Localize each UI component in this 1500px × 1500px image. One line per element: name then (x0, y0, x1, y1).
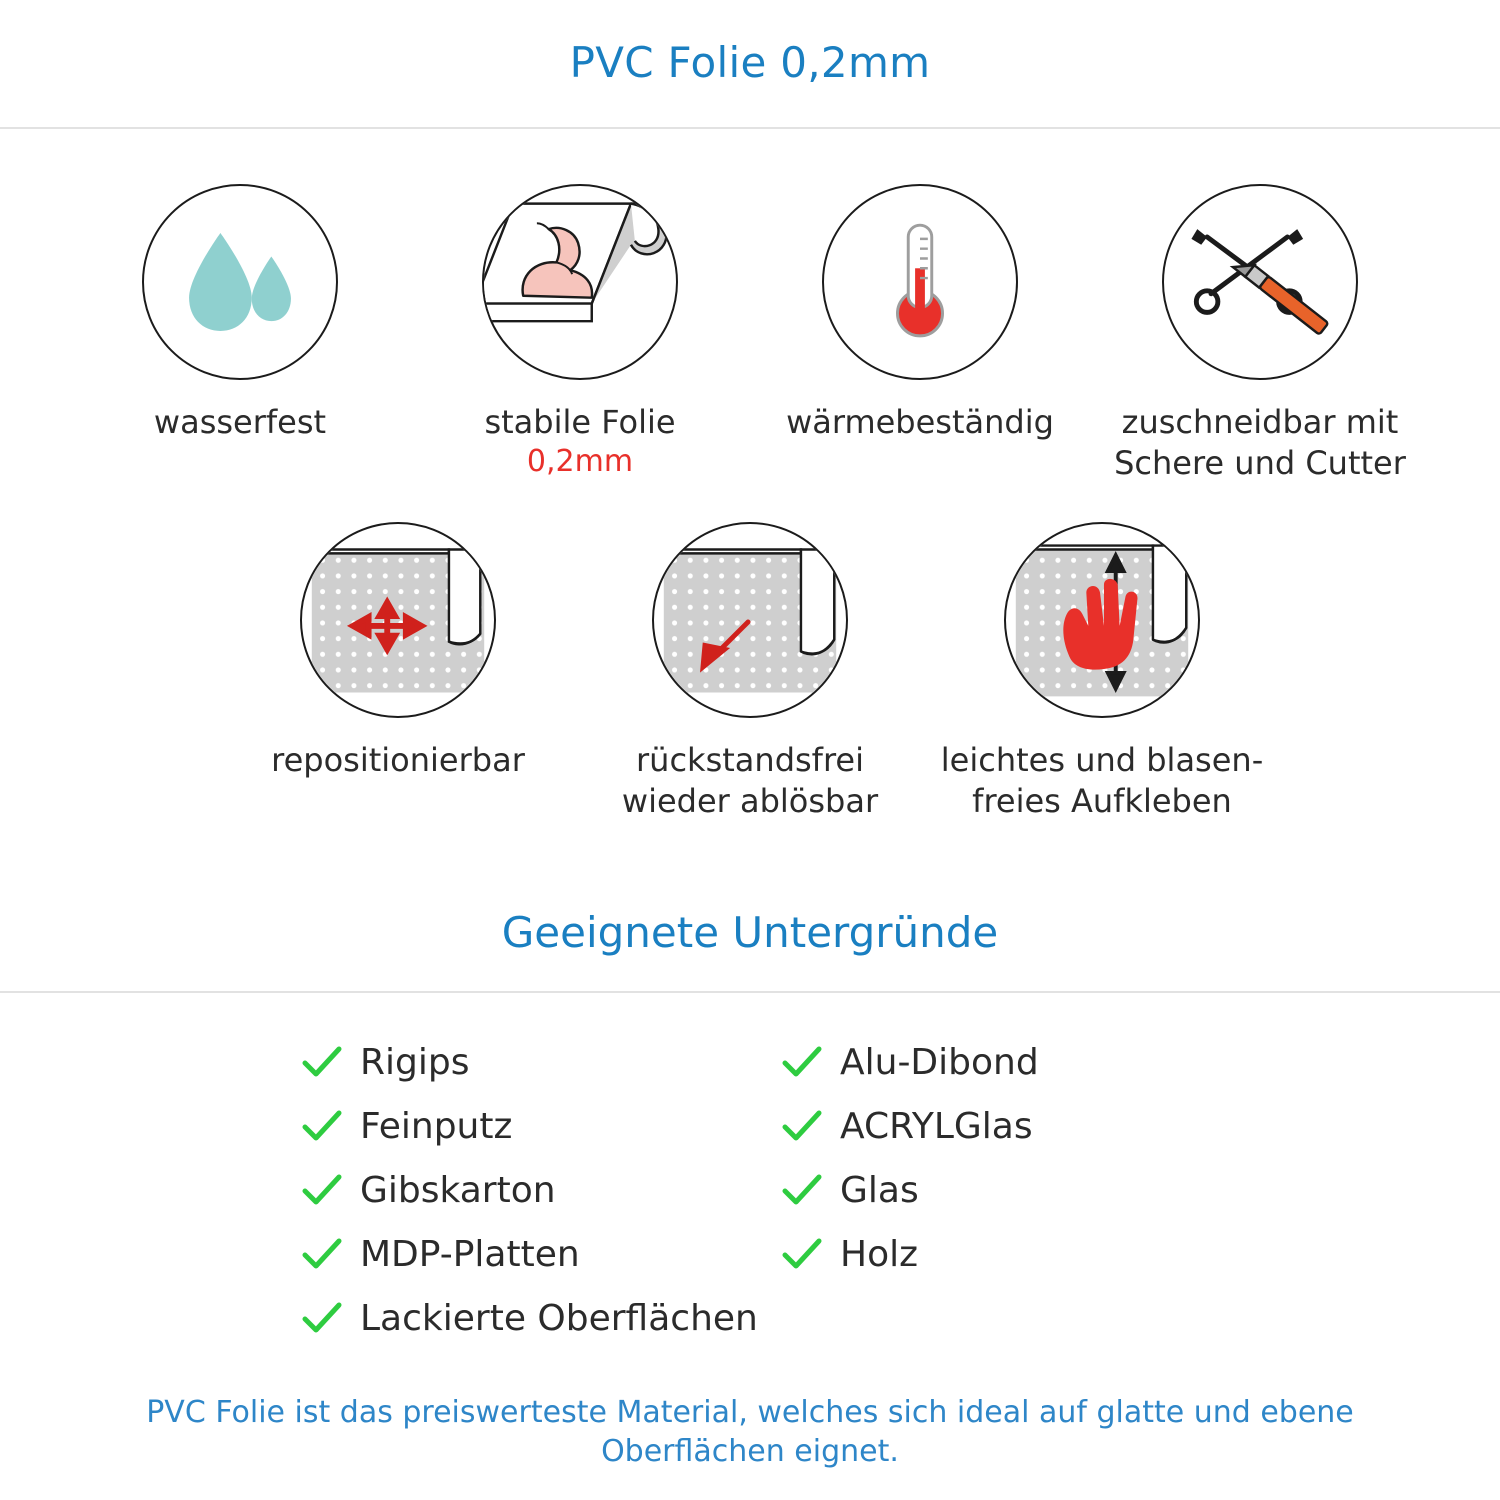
list-item (780, 1037, 1200, 1089)
check-icon (300, 1233, 344, 1277)
peel-off-icon (654, 524, 846, 716)
list-item-label: Lackierte Oberflächen (360, 1298, 758, 1340)
scissors-cutter-icon (1164, 186, 1356, 378)
feature-icon-circle (1162, 184, 1358, 380)
feature-icon-circle (1004, 522, 1200, 718)
water-drops-icon (144, 186, 336, 378)
feature-icon-circle (300, 522, 496, 718)
list-item-label: ACRYLGlas (840, 1106, 1033, 1148)
feature-label: repositionierbar (271, 740, 525, 779)
check-icon (300, 1169, 344, 1213)
feature-label: wärmebeständig (786, 403, 1054, 441)
page-title: PVC Folie 0,2mm (569, 38, 931, 87)
list-item (300, 1229, 780, 1281)
feature-section (0, 129, 1500, 822)
feature-icon-circle (142, 184, 338, 380)
feature-waermebestaendig (750, 184, 1090, 443)
feature-label: zuschneidbar mit Schere und Cutter (1114, 403, 1406, 482)
feature-stabile-folie (410, 184, 750, 480)
list-item (780, 1229, 1200, 1281)
feature-repositionierbar (222, 522, 574, 781)
list-item-label: Gibskarton (360, 1170, 556, 1212)
list-item (300, 1165, 780, 1217)
list-item-label: Feinputz (360, 1106, 513, 1148)
substrate-lists (0, 993, 1500, 1357)
feature-blasenfreies-aufkleben (926, 522, 1278, 822)
feature-label: leichtes und blasen- freies Aufkleben (940, 740, 1264, 820)
list-item (780, 1101, 1200, 1153)
feature-icon-circle (652, 522, 848, 718)
substrate-list-left (300, 1037, 780, 1357)
check-icon (300, 1041, 344, 1085)
check-icon (300, 1105, 344, 1149)
feature-icon-circle (822, 184, 1018, 380)
footnote-text: PVC Folie ist das preiswerteste Material, welches sich ideal auf glatte und ebene Oberflächen eignet. (146, 1394, 1354, 1470)
list-item-label: Glas (840, 1170, 919, 1212)
list-item-label: Holz (840, 1234, 918, 1276)
reposition-arrows-icon (302, 524, 494, 716)
check-icon (300, 1297, 344, 1341)
feature-zuschneidbar (1090, 184, 1430, 484)
check-icon (780, 1169, 824, 1213)
feature-label: wasserfest (153, 403, 327, 441)
check-icon (780, 1233, 824, 1277)
list-item-label: Alu-Dibond (840, 1042, 1039, 1084)
check-icon (780, 1105, 824, 1149)
feature-icon-circle (482, 184, 678, 380)
feature-sublabel: 0,2mm (526, 443, 634, 479)
bubble-free-hand-icon (1006, 524, 1198, 716)
feature-row-2 (0, 522, 1500, 822)
list-item-label: MDP-Platten (360, 1234, 580, 1276)
feature-rueckstandsfrei (574, 522, 926, 822)
list-item-label: Rigips (360, 1042, 470, 1084)
substrate-list-right (780, 1037, 1200, 1357)
section-title-untergruende: Geeignete Untergründe (501, 907, 999, 957)
feature-label: stabile Folie (484, 403, 676, 441)
list-item (300, 1293, 780, 1345)
feature-wasserfest (70, 184, 410, 443)
strong-arm-film-icon (484, 186, 676, 378)
thermometer-icon (824, 186, 1016, 378)
feature-label: rückstandsfrei wieder ablösbar (621, 740, 879, 820)
check-icon (780, 1041, 824, 1085)
feature-row-1 (0, 184, 1500, 484)
list-item (780, 1165, 1200, 1217)
list-item (300, 1037, 780, 1089)
list-item (300, 1101, 780, 1153)
